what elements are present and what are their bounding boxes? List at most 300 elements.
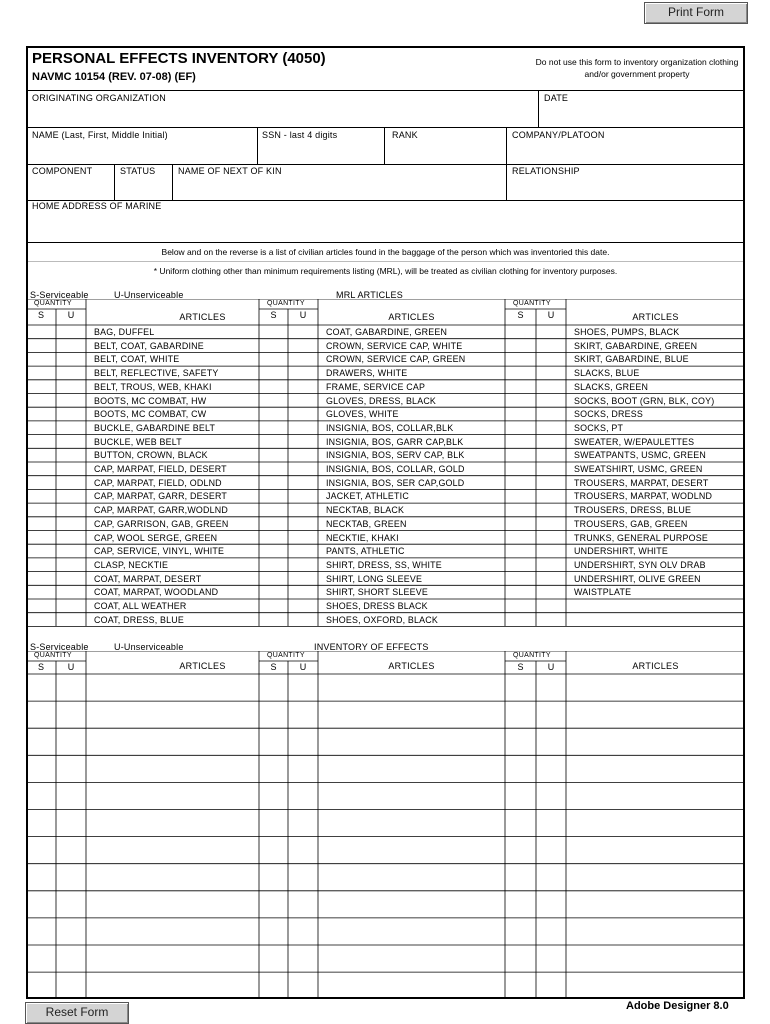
reset-form-button[interactable]: Reset Form bbox=[25, 1002, 129, 1024]
inventory-qty-u-cell[interactable] bbox=[57, 729, 85, 754]
mrl-qty-u-cell[interactable] bbox=[537, 381, 565, 393]
mrl-qty-s-cell[interactable] bbox=[260, 381, 287, 393]
mrl-qty-s-cell[interactable] bbox=[260, 395, 287, 407]
inventory-qty-s-cell[interactable] bbox=[27, 838, 55, 863]
mrl-qty-u-cell[interactable] bbox=[57, 353, 85, 365]
mrl-qty-u-cell[interactable] bbox=[289, 367, 317, 379]
inventory-article-cell[interactable] bbox=[567, 756, 744, 781]
next-of-kin-label: NAME OF NEXT OF KIN bbox=[178, 166, 282, 176]
mrl-article-item: SHOES, OXFORD, BLACK bbox=[326, 614, 439, 625]
inventory-qty-u-cell[interactable] bbox=[537, 919, 565, 944]
mrl-qty-s-cell[interactable] bbox=[506, 436, 535, 448]
s-header-2: S bbox=[270, 662, 277, 672]
inventory-article-cell[interactable] bbox=[319, 865, 504, 890]
mrl-article-item: UNDERSHIRT, WHITE bbox=[574, 546, 668, 557]
mrl-qty-u-cell[interactable] bbox=[537, 532, 565, 544]
mrl-qty-u-cell[interactable] bbox=[57, 532, 85, 544]
mrl-qty-u-cell[interactable] bbox=[57, 463, 85, 475]
inventory-article-cell[interactable] bbox=[567, 865, 744, 890]
inventory-article-cell[interactable] bbox=[567, 783, 744, 808]
inventory-qty-u-cell[interactable] bbox=[537, 783, 565, 808]
inventory-qty-u-cell[interactable] bbox=[57, 675, 85, 700]
mrl-qty-u-cell[interactable] bbox=[57, 545, 85, 557]
originating-org-field[interactable] bbox=[30, 104, 534, 126]
mrl-qty-u-cell[interactable] bbox=[57, 395, 85, 407]
mrl-article-item: CAP, MARPAT, GARR, DESERT bbox=[94, 491, 228, 502]
mrl-article-item: COAT, MARPAT, DESERT bbox=[94, 573, 202, 584]
inventory-article-cell[interactable] bbox=[319, 973, 504, 998]
mrl-qty-s-cell[interactable] bbox=[260, 614, 287, 626]
mrl-article-item: CAP, GARRISON, GAB, GREEN bbox=[94, 518, 229, 529]
inventory-qty-s-cell[interactable] bbox=[27, 919, 55, 944]
mrl-qty-s-cell[interactable] bbox=[506, 614, 535, 626]
mrl-qty-u-cell[interactable] bbox=[57, 600, 85, 612]
mrl-qty-s-cell[interactable] bbox=[506, 326, 535, 338]
mrl-qty-s-cell[interactable] bbox=[260, 586, 287, 598]
inventory-qty-u-cell[interactable] bbox=[57, 919, 85, 944]
inventory-article-cell[interactable] bbox=[567, 919, 744, 944]
inventory-qty-u-cell[interactable] bbox=[289, 729, 317, 754]
mrl-qty-s-cell[interactable] bbox=[506, 449, 535, 461]
home-address-label: HOME ADDRESS OF MARINE bbox=[32, 201, 162, 211]
mrl-article-item: SLACKS, BLUE bbox=[574, 368, 640, 379]
mrl-qty-s-cell[interactable] bbox=[27, 422, 55, 434]
status-field[interactable] bbox=[117, 178, 170, 198]
mrl-article-item: CAP, MARPAT, FIELD, DESERT bbox=[94, 464, 227, 474]
mrl-article-item: FRAME, SERVICE CAP bbox=[326, 381, 426, 392]
inventory-article-cell[interactable] bbox=[319, 729, 504, 754]
mrl-qty-u-cell[interactable] bbox=[289, 504, 317, 516]
relationship-label: RELATIONSHIP bbox=[512, 166, 580, 176]
mrl-qty-u-cell[interactable] bbox=[57, 490, 85, 502]
mrl-qty-u-cell[interactable] bbox=[57, 449, 85, 461]
mrl-qty-s-cell[interactable] bbox=[506, 490, 535, 502]
mrl-qty-s-cell[interactable] bbox=[260, 326, 287, 338]
inventory-article-cell[interactable] bbox=[319, 919, 504, 944]
mrl-article-item: BUCKLE, GABARDINE BELT bbox=[94, 422, 216, 433]
inventory-qty-u-cell[interactable] bbox=[289, 675, 317, 700]
mrl-qty-s-cell[interactable] bbox=[27, 600, 55, 612]
mrl-qty-s-cell[interactable] bbox=[506, 477, 535, 489]
mrl-qty-s-cell[interactable] bbox=[506, 408, 535, 420]
inventory-qty-u-cell[interactable] bbox=[289, 756, 317, 781]
inventory-qty-u-cell[interactable] bbox=[289, 702, 317, 727]
form-notice: Do not use this form to inventory organization clothing and/or government property bbox=[535, 57, 739, 79]
inventory-qty-s-cell[interactable] bbox=[506, 675, 535, 700]
mrl-article-item: INSIGNIA, BOS, SERV CAP, BLK bbox=[326, 450, 465, 461]
inventory-article-cell[interactable] bbox=[319, 675, 504, 700]
inventory-qty-s-cell[interactable] bbox=[27, 892, 55, 917]
mrl-qty-s-cell[interactable] bbox=[506, 367, 535, 379]
mrl-qty-s-cell[interactable] bbox=[27, 545, 55, 557]
inventory-qty-s-cell[interactable] bbox=[260, 946, 287, 971]
mrl-qty-u-cell[interactable] bbox=[57, 573, 85, 585]
mrl-qty-s-cell[interactable] bbox=[27, 353, 55, 365]
inventory-qty-s-cell[interactable] bbox=[260, 783, 287, 808]
inventory-qty-s-cell[interactable] bbox=[506, 973, 535, 998]
mrl-qty-u-cell[interactable] bbox=[537, 395, 565, 407]
s-header-3: S bbox=[517, 310, 524, 320]
inventory-article-cell[interactable] bbox=[567, 675, 744, 700]
inventory-qty-u-cell[interactable] bbox=[57, 865, 85, 890]
mrl-qty-s-cell[interactable] bbox=[260, 422, 287, 434]
mrl-qty-s-cell[interactable] bbox=[260, 367, 287, 379]
inventory-qty-u-cell[interactable] bbox=[57, 838, 85, 863]
inventory-qty-u-cell[interactable] bbox=[537, 675, 565, 700]
mrl-qty-s-cell[interactable] bbox=[260, 436, 287, 448]
mrl-article-item: TROUSERS, MARPAT, WODLND bbox=[574, 491, 713, 502]
mrl-article-item: BELT, COAT, WHITE bbox=[94, 354, 180, 365]
mrl-qty-s-cell[interactable] bbox=[260, 353, 287, 365]
mrl-qty-u-cell[interactable] bbox=[537, 422, 565, 434]
mrl-qty-s-cell[interactable] bbox=[506, 573, 535, 585]
mrl-article-item: SWEATSHIRT, USMC, GREEN bbox=[574, 464, 703, 474]
inventory-qty-s-cell[interactable] bbox=[27, 675, 55, 700]
mrl-qty-u-cell[interactable] bbox=[537, 449, 565, 461]
mrl-qty-s-cell[interactable] bbox=[27, 490, 55, 502]
inventory-qty-s-cell[interactable] bbox=[260, 892, 287, 917]
date-field[interactable] bbox=[542, 104, 742, 126]
inventory-qty-s-cell[interactable] bbox=[506, 783, 535, 808]
mrl-qty-u-cell[interactable] bbox=[57, 326, 85, 338]
mrl-article-item: CAP, SERVICE, VINYL, WHITE bbox=[94, 546, 225, 557]
mrl-qty-s-cell[interactable] bbox=[27, 326, 55, 338]
inventory-qty-u-cell[interactable] bbox=[57, 946, 85, 971]
inventory-qty-s-cell[interactable] bbox=[506, 892, 535, 917]
inventory-article-cell[interactable] bbox=[567, 729, 744, 754]
company-field[interactable] bbox=[509, 141, 742, 163]
inventory-qty-s-cell[interactable] bbox=[27, 729, 55, 754]
mrl-qty-s-cell[interactable] bbox=[506, 463, 535, 475]
mrl-article-item: SHIRT, DRESS, SS, WHITE bbox=[326, 559, 442, 570]
ssn-field[interactable] bbox=[260, 141, 382, 163]
inventory-qty-s-cell[interactable] bbox=[260, 811, 287, 836]
quantity-header-2: QUANTITY bbox=[267, 652, 305, 659]
u-header-3: U bbox=[547, 310, 555, 320]
mrl-qty-u-cell[interactable] bbox=[289, 326, 317, 338]
mrl-qty-u-cell[interactable] bbox=[289, 559, 317, 571]
mrl-qty-s-cell[interactable] bbox=[506, 600, 535, 612]
inventory-qty-u-cell[interactable] bbox=[537, 838, 565, 863]
mrl-qty-u-cell[interactable] bbox=[537, 573, 565, 585]
mrl-qty-u-cell[interactable] bbox=[289, 477, 317, 489]
inventory-qty-s-cell[interactable] bbox=[27, 702, 55, 727]
mrl-article-item: WAISTPLATE bbox=[574, 587, 632, 598]
instructions-line2: * Uniform clothing other than minimum requirements listing (MRL), will be treated as civilian clothing for inventory purposes. bbox=[153, 266, 618, 276]
quantity-header-1: QUANTITY bbox=[34, 652, 72, 659]
mrl-qty-u-cell[interactable] bbox=[57, 477, 85, 489]
inventory-qty-s-cell[interactable] bbox=[506, 702, 535, 727]
inventory-article-cell[interactable] bbox=[567, 702, 744, 727]
mrl-qty-u-cell[interactable] bbox=[289, 381, 317, 393]
mrl-article-item: INSIGNIA, BOS, COLLAR, GOLD bbox=[326, 464, 465, 474]
legend-serviceable: S-Serviceable bbox=[30, 290, 89, 300]
mrl-qty-s-cell[interactable] bbox=[260, 573, 287, 585]
legend-unserviceable-2: U-Unserviceable bbox=[114, 642, 184, 652]
mrl-article-item: SOCKS, DRESS bbox=[574, 409, 643, 420]
mrl-qty-s-cell[interactable] bbox=[506, 504, 535, 516]
inventory-qty-u-cell[interactable] bbox=[537, 756, 565, 781]
mrl-qty-s-cell[interactable] bbox=[506, 340, 535, 352]
inventory-qty-u-cell[interactable] bbox=[537, 892, 565, 917]
mrl-qty-s-cell[interactable] bbox=[506, 518, 535, 530]
mrl-qty-s-cell[interactable] bbox=[27, 408, 55, 420]
quantity-header-1: QUANTITY bbox=[34, 300, 72, 307]
mrl-article-item: CAP, MARPAT, FIELD, ODLND bbox=[94, 477, 222, 488]
mrl-qty-s-cell[interactable] bbox=[27, 436, 55, 448]
mrl-qty-s-cell[interactable] bbox=[506, 586, 535, 598]
inventory-qty-s-cell[interactable] bbox=[260, 838, 287, 863]
mrl-article-item: CLASP, NECKTIE bbox=[94, 559, 169, 570]
next-of-kin-field[interactable] bbox=[175, 178, 504, 198]
mrl-qty-u-cell[interactable] bbox=[537, 367, 565, 379]
originating-org-label: ORIGINATING ORGANIZATION bbox=[32, 93, 166, 103]
inventory-qty-s-cell[interactable] bbox=[27, 756, 55, 781]
mrl-qty-s-cell[interactable] bbox=[260, 532, 287, 544]
mrl-article-item: SWEATER, W/EPAULETTES bbox=[574, 436, 695, 447]
mrl-qty-s-cell[interactable] bbox=[27, 367, 55, 379]
component-field[interactable] bbox=[30, 178, 112, 198]
mrl-qty-u-cell[interactable] bbox=[57, 614, 85, 626]
inventory-qty-s-cell[interactable] bbox=[506, 865, 535, 890]
mrl-qty-u-cell[interactable] bbox=[537, 586, 565, 598]
mrl-qty-u-cell[interactable] bbox=[57, 518, 85, 530]
legend-unserviceable: U-Unserviceable bbox=[114, 290, 184, 300]
inventory-article-cell[interactable] bbox=[319, 811, 504, 836]
mrl-qty-u-cell[interactable] bbox=[57, 504, 85, 516]
mrl-qty-u-cell[interactable] bbox=[289, 340, 317, 352]
inventory-qty-s-cell[interactable] bbox=[506, 756, 535, 781]
mrl-qty-s-cell[interactable] bbox=[27, 463, 55, 475]
articles-header-3: ARTICLES bbox=[632, 312, 679, 322]
inventory-article-cell[interactable] bbox=[319, 892, 504, 917]
mrl-article-item: SKIRT, GABARDINE, GREEN bbox=[574, 340, 698, 351]
mrl-qty-u-cell[interactable] bbox=[289, 395, 317, 407]
mrl-qty-u-cell[interactable] bbox=[537, 545, 565, 557]
mrl-qty-u-cell[interactable] bbox=[57, 559, 85, 571]
mrl-article-item: SOCKS, PT bbox=[574, 422, 624, 433]
inventory-article-cell[interactable] bbox=[567, 892, 744, 917]
inventory-qty-s-cell[interactable] bbox=[27, 973, 55, 998]
inventory-qty-s-cell[interactable] bbox=[260, 973, 287, 998]
mrl-article-item: NECKTAB, BLACK bbox=[326, 505, 405, 516]
inventory-qty-u-cell[interactable] bbox=[289, 973, 317, 998]
mrl-qty-u-cell[interactable] bbox=[57, 408, 85, 420]
mrl-qty-u-cell[interactable] bbox=[537, 436, 565, 448]
inventory-qty-s-cell[interactable] bbox=[260, 675, 287, 700]
inventory-qty-u-cell[interactable] bbox=[57, 783, 85, 808]
inventory-qty-u-cell[interactable] bbox=[57, 702, 85, 727]
mrl-qty-u-cell[interactable] bbox=[537, 340, 565, 352]
inventory-qty-s-cell[interactable] bbox=[506, 838, 535, 863]
inventory-qty-u-cell[interactable] bbox=[289, 838, 317, 863]
mrl-qty-u-cell[interactable] bbox=[289, 573, 317, 585]
mrl-qty-u-cell[interactable] bbox=[537, 518, 565, 530]
mrl-qty-s-cell[interactable] bbox=[260, 545, 287, 557]
mrl-qty-s-cell[interactable] bbox=[27, 381, 55, 393]
mrl-qty-u-cell[interactable] bbox=[289, 463, 317, 475]
inventory-article-cell[interactable] bbox=[567, 946, 744, 971]
mrl-qty-s-cell[interactable] bbox=[506, 381, 535, 393]
mrl-qty-u-cell[interactable] bbox=[289, 532, 317, 544]
u-header-1: U bbox=[67, 310, 75, 320]
inventory-qty-u-cell[interactable] bbox=[289, 865, 317, 890]
mrl-qty-u-cell[interactable] bbox=[289, 586, 317, 598]
mrl-qty-u-cell[interactable] bbox=[289, 408, 317, 420]
mrl-qty-u-cell[interactable] bbox=[537, 490, 565, 502]
inventory-qty-s-cell[interactable] bbox=[27, 946, 55, 971]
s-header-1: S bbox=[37, 662, 44, 672]
mrl-qty-s-cell[interactable] bbox=[506, 395, 535, 407]
mrl-article-item: SKIRT, GABARDINE, BLUE bbox=[574, 354, 689, 365]
inventory-qty-u-cell[interactable] bbox=[57, 973, 85, 998]
inventory-qty-u-cell[interactable] bbox=[289, 919, 317, 944]
mrl-qty-s-cell[interactable] bbox=[506, 559, 535, 571]
mrl-qty-s-cell[interactable] bbox=[260, 340, 287, 352]
inventory-qty-s-cell[interactable] bbox=[260, 865, 287, 890]
mrl-article-item: SHIRT, LONG SLEEVE bbox=[326, 573, 423, 584]
mrl-qty-s-cell[interactable] bbox=[27, 532, 55, 544]
mrl-qty-s-cell[interactable] bbox=[27, 504, 55, 516]
mrl-qty-u-cell[interactable] bbox=[537, 614, 565, 626]
inventory-qty-u-cell[interactable] bbox=[57, 756, 85, 781]
mrl-article-item: COAT, DRESS, BLUE bbox=[94, 614, 185, 625]
inventory-qty-s-cell[interactable] bbox=[260, 729, 287, 754]
mrl-qty-u-cell[interactable] bbox=[57, 586, 85, 598]
mrl-qty-u-cell[interactable] bbox=[57, 422, 85, 434]
inventory-article-cell[interactable] bbox=[567, 973, 744, 998]
mrl-qty-u-cell[interactable] bbox=[57, 381, 85, 393]
mrl-article-item: NECKTIE, KHAKI bbox=[326, 532, 399, 543]
mrl-qty-s-cell[interactable] bbox=[260, 504, 287, 516]
mrl-qty-s-cell[interactable] bbox=[27, 340, 55, 352]
mrl-qty-u-cell[interactable] bbox=[537, 600, 565, 612]
mrl-qty-s-cell[interactable] bbox=[506, 422, 535, 434]
inventory-qty-u-cell[interactable] bbox=[289, 892, 317, 917]
mrl-qty-s-cell[interactable] bbox=[260, 559, 287, 571]
mrl-qty-s-cell[interactable] bbox=[260, 600, 287, 612]
inventory-article-cell[interactable] bbox=[567, 838, 744, 863]
mrl-article-item: CROWN, SERVICE CAP, GREEN bbox=[326, 354, 466, 365]
inventory-qty-s-cell[interactable] bbox=[260, 919, 287, 944]
inventory-article-cell[interactable] bbox=[319, 946, 504, 971]
mrl-article-item: COAT, GABARDINE, GREEN bbox=[326, 327, 448, 337]
inventory-article-cell[interactable] bbox=[319, 838, 504, 863]
mrl-qty-u-cell[interactable] bbox=[537, 463, 565, 475]
relationship-field[interactable] bbox=[509, 178, 742, 198]
mrl-qty-u-cell[interactable] bbox=[57, 436, 85, 448]
inventory-qty-u-cell[interactable] bbox=[537, 973, 565, 998]
mrl-qty-u-cell[interactable] bbox=[289, 422, 317, 434]
mrl-qty-s-cell[interactable] bbox=[506, 353, 535, 365]
inventory-qty-s-cell[interactable] bbox=[506, 946, 535, 971]
inventory-qty-u-cell[interactable] bbox=[537, 811, 565, 836]
u-header-3: U bbox=[547, 662, 555, 672]
mrl-qty-u-cell[interactable] bbox=[289, 518, 317, 530]
mrl-article-item: SHIRT, SHORT SLEEVE bbox=[326, 587, 428, 598]
inventory-qty-s-cell[interactable] bbox=[27, 783, 55, 808]
inventory-qty-u-cell[interactable] bbox=[57, 811, 85, 836]
mrl-qty-s-cell[interactable] bbox=[260, 490, 287, 502]
inventory-qty-u-cell[interactable] bbox=[537, 946, 565, 971]
inventory-qty-s-cell[interactable] bbox=[27, 811, 55, 836]
mrl-qty-s-cell[interactable] bbox=[260, 463, 287, 475]
mrl-article-item: DRAWERS, WHITE bbox=[326, 368, 408, 379]
mrl-qty-u-cell[interactable] bbox=[289, 614, 317, 626]
mrl-qty-s-cell[interactable] bbox=[27, 477, 55, 489]
mrl-qty-s-cell[interactable] bbox=[27, 395, 55, 407]
mrl-qty-u-cell[interactable] bbox=[289, 353, 317, 365]
rank-label: RANK bbox=[392, 130, 418, 140]
mrl-qty-u-cell[interactable] bbox=[537, 326, 565, 338]
mrl-qty-u-cell[interactable] bbox=[537, 408, 565, 420]
mrl-qty-s-cell[interactable] bbox=[27, 586, 55, 598]
mrl-qty-u-cell[interactable] bbox=[537, 559, 565, 571]
inventory-qty-u-cell[interactable] bbox=[289, 946, 317, 971]
inventory-qty-u-cell[interactable] bbox=[289, 783, 317, 808]
mrl-qty-u-cell[interactable] bbox=[289, 490, 317, 502]
mrl-qty-u-cell[interactable] bbox=[57, 340, 85, 352]
mrl-qty-u-cell[interactable] bbox=[289, 436, 317, 448]
print-form-button[interactable]: Print Form bbox=[644, 2, 748, 24]
mrl-qty-u-cell[interactable] bbox=[537, 477, 565, 489]
mrl-qty-u-cell[interactable] bbox=[537, 353, 565, 365]
mrl-qty-s-cell[interactable] bbox=[27, 573, 55, 585]
mrl-qty-u-cell[interactable] bbox=[289, 449, 317, 461]
articles-header-1: ARTICLES bbox=[179, 312, 226, 322]
mrl-article-item: GLOVES, WHITE bbox=[326, 409, 399, 420]
mrl-article-item: COAT, MARPAT, WOODLAND bbox=[94, 587, 219, 598]
inventory-qty-s-cell[interactable] bbox=[27, 865, 55, 890]
mrl-qty-s-cell[interactable] bbox=[27, 449, 55, 461]
mrl-qty-s-cell[interactable] bbox=[27, 614, 55, 626]
inventory-qty-s-cell[interactable] bbox=[260, 702, 287, 727]
mrl-qty-s-cell[interactable] bbox=[260, 408, 287, 420]
inventory-qty-u-cell[interactable] bbox=[537, 702, 565, 727]
rank-field[interactable] bbox=[387, 141, 504, 163]
mrl-qty-s-cell[interactable] bbox=[260, 477, 287, 489]
mrl-qty-s-cell[interactable] bbox=[506, 532, 535, 544]
home-address-field[interactable] bbox=[30, 213, 742, 238]
mrl-qty-s-cell[interactable] bbox=[260, 449, 287, 461]
inventory-article-cell[interactable] bbox=[319, 756, 504, 781]
inventory-qty-s-cell[interactable] bbox=[506, 811, 535, 836]
mrl-qty-u-cell[interactable] bbox=[289, 545, 317, 557]
inventory-qty-u-cell[interactable] bbox=[57, 892, 85, 917]
name-field[interactable] bbox=[30, 141, 254, 163]
mrl-qty-u-cell[interactable] bbox=[537, 504, 565, 516]
mrl-qty-u-cell[interactable] bbox=[57, 367, 85, 379]
inventory-qty-s-cell[interactable] bbox=[260, 756, 287, 781]
mrl-qty-s-cell[interactable] bbox=[27, 559, 55, 571]
inventory-qty-u-cell[interactable] bbox=[537, 865, 565, 890]
mrl-article-item: BELT, REFLECTIVE, SAFETY bbox=[94, 368, 219, 379]
inventory-qty-s-cell[interactable] bbox=[506, 919, 535, 944]
mrl-qty-s-cell[interactable] bbox=[506, 545, 535, 557]
inventory-article-cell[interactable] bbox=[567, 811, 744, 836]
company-label: COMPANY/PLATOON bbox=[512, 130, 605, 140]
inventory-article-cell[interactable] bbox=[319, 783, 504, 808]
mrl-qty-s-cell[interactable] bbox=[260, 518, 287, 530]
inventory-qty-u-cell[interactable] bbox=[537, 729, 565, 754]
inventory-article-cell[interactable] bbox=[319, 702, 504, 727]
inventory-qty-s-cell[interactable] bbox=[506, 729, 535, 754]
form-title: PERSONAL EFFECTS INVENTORY (4050) bbox=[32, 50, 326, 67]
inventory-qty-u-cell[interactable] bbox=[289, 811, 317, 836]
s-header-2: S bbox=[270, 310, 277, 320]
mrl-qty-u-cell[interactable] bbox=[289, 600, 317, 612]
mrl-qty-s-cell[interactable] bbox=[27, 518, 55, 530]
